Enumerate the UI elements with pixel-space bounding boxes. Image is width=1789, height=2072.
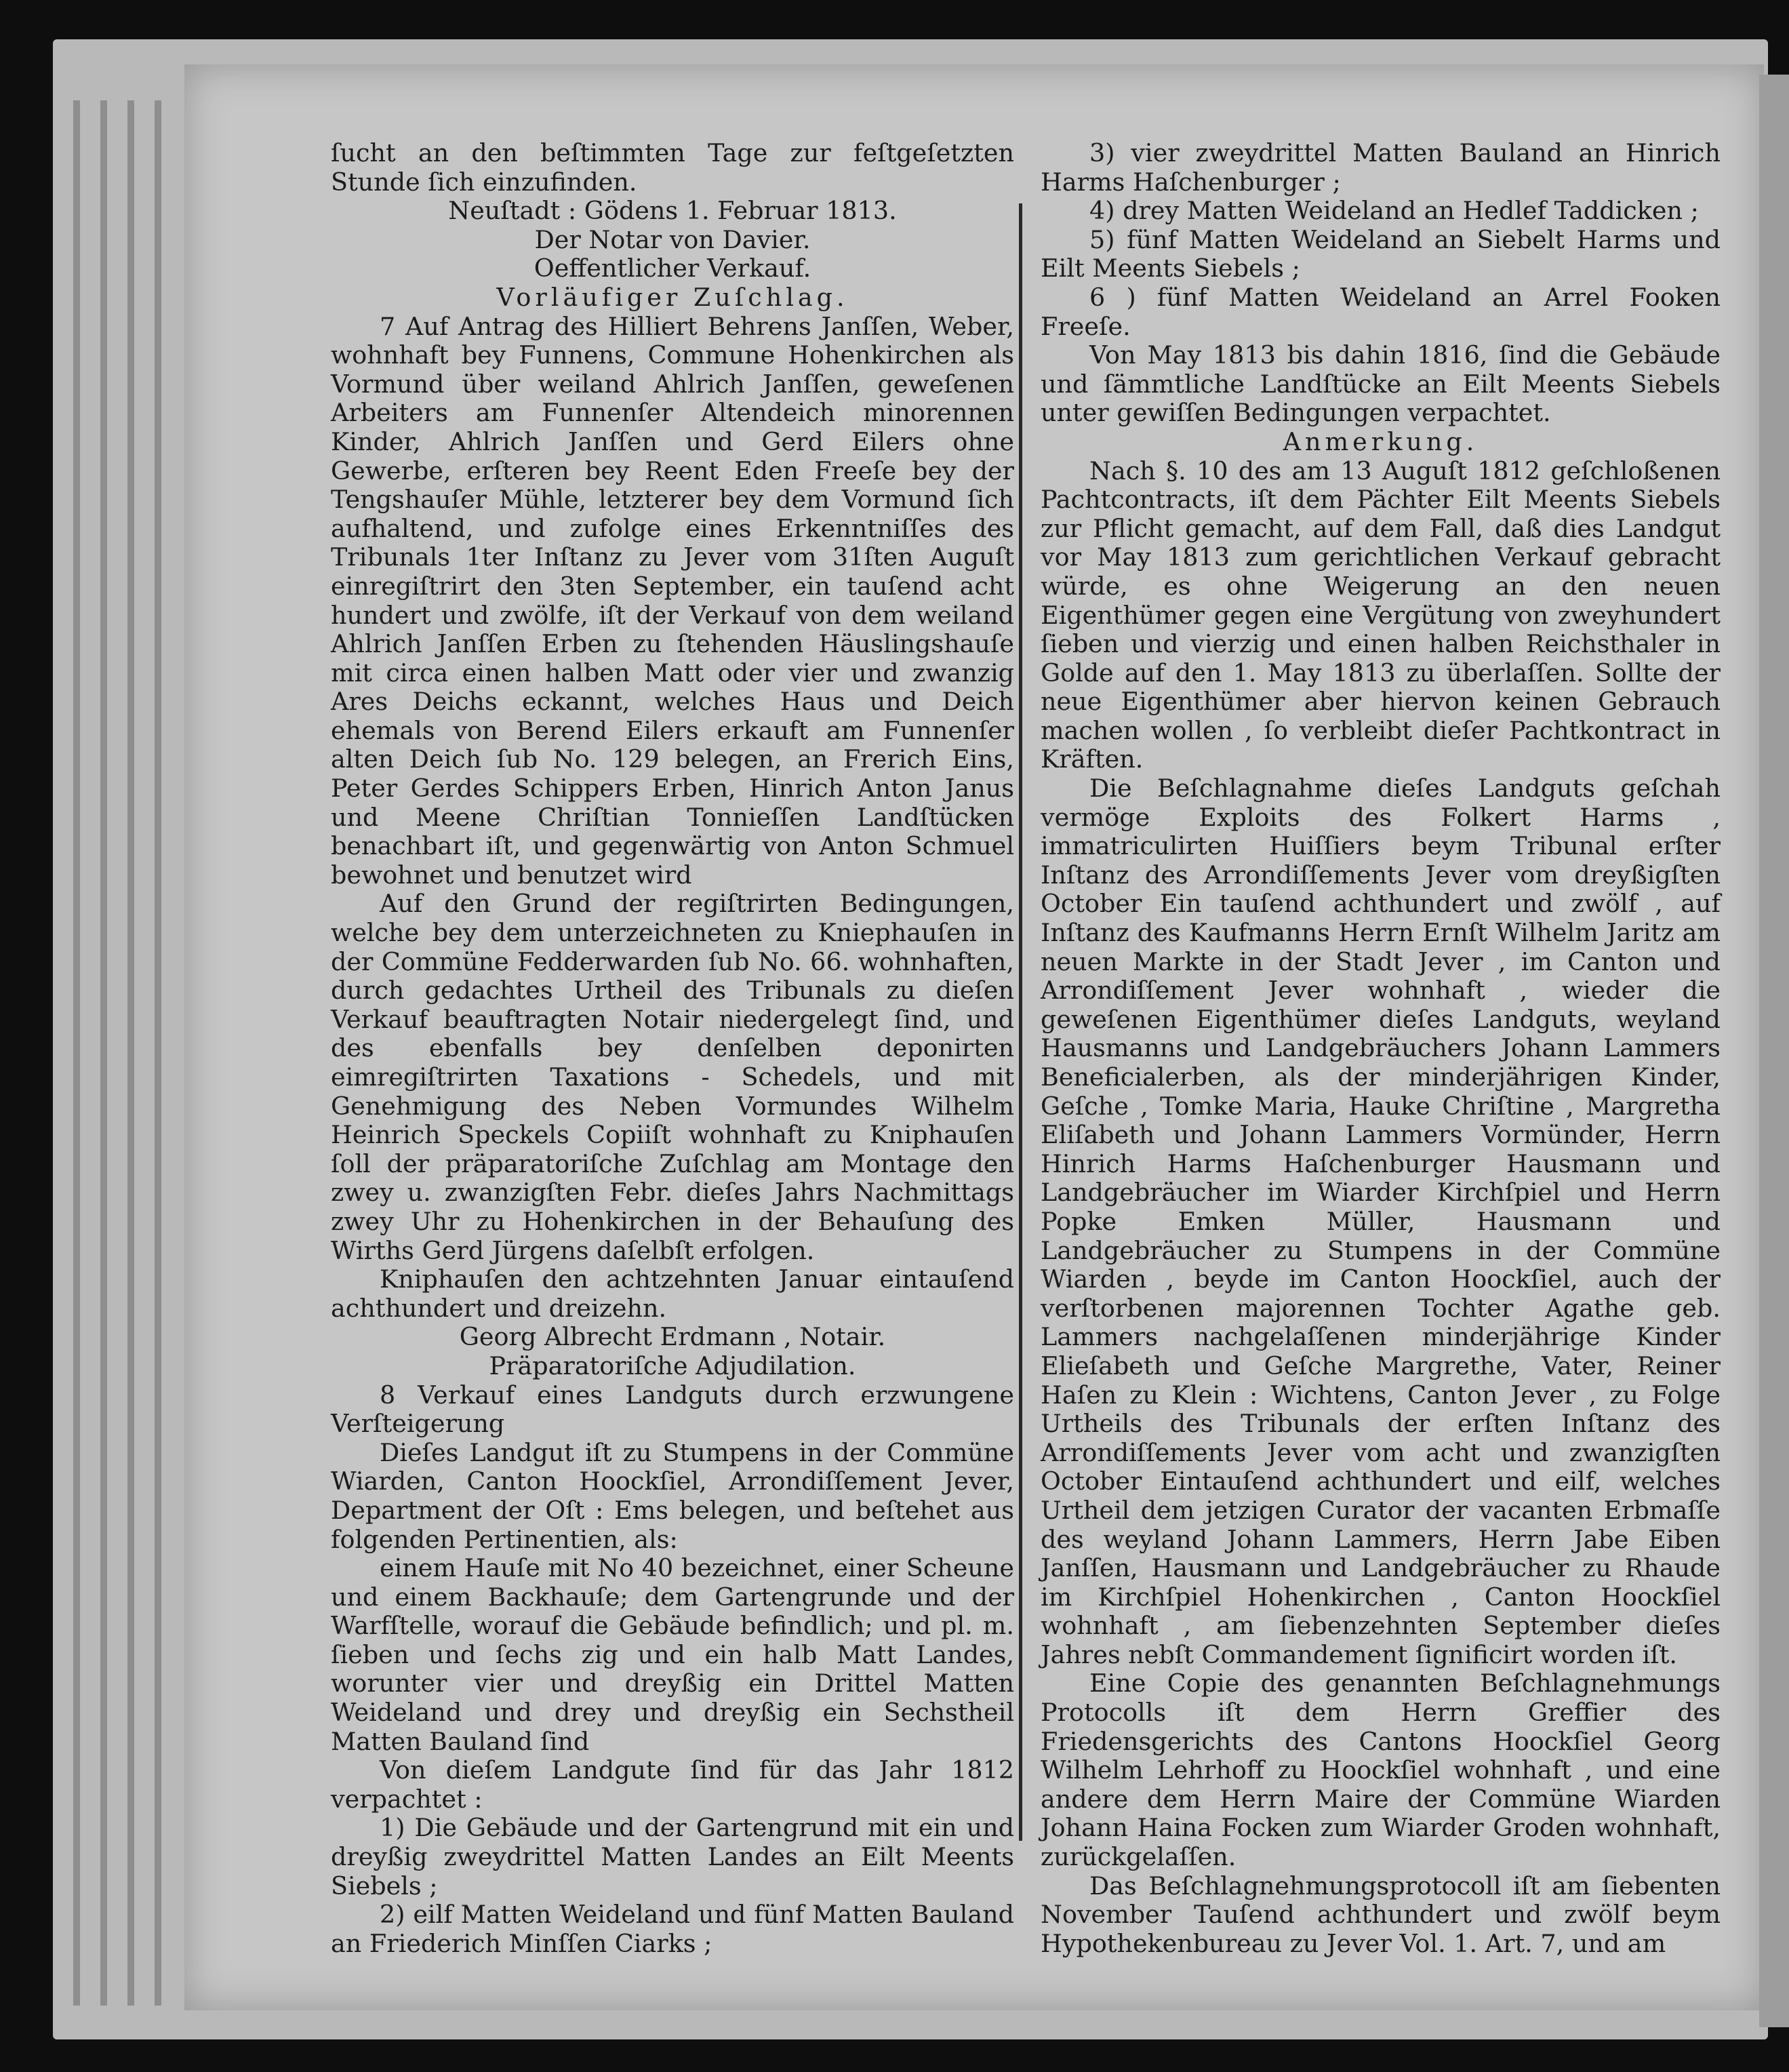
section-heading: Präparatoriſche Adjudilation. [489,1351,856,1380]
next-page-edge [1759,75,1789,2027]
column-divider [1019,203,1022,1841]
paragraph: Dieſes Landgut iſt zu Stumpens in der Commüne Wiarden, Canton Hoockſiel, Arrondiſſement Jever, Department der Oſt : Ems belegen, und beſtehet aus folgenden Pertinentien, als: [331,1437,1014,1554]
paragraph: Das Beſchlagnehmungsprotocoll iſt am ſiebenten November Tauſend achthundert und zwölf beym Hypothekenbureau zu Jever Vol. 1. Art. 7, und am [1041,1871,1721,1958]
paragraph: Der Notar von Davier. [534,224,811,254]
paragraph: 6 ) fünf Matten Weideland an Arrel Fooken Freeſe. [1041,282,1721,341]
signature-line: Georg Albrecht Erdmann , Notair. [459,1322,886,1352]
paragraph: Neuſtadt : Gödens 1. Februar 1813. [448,196,897,226]
page-edge [127,100,134,2006]
paragraph: einem Hauſe mit No 40 bezeichnet, einer Scheune und einem Backhauſe; dem Gartengrunde und der Warfſtelle, worauf die Gebäude befindlich; und pl. m. ſieben und ſechs zig und ein halb Matt Landes, worunter vier und dreyßig ein Drittel Matten Weideland und drey und dreyßig ein Sechstheil Matten Bauland ſind [331,1553,1014,1756]
page-edge [155,100,161,2006]
paragraph: 3) vier zweydrittel Matten Bauland an Hinrich Harms Haſchenburger ; [1041,138,1721,197]
page-edge [73,100,80,2006]
paragraph: Von dieſem Landgute ſind für das Jahr 1812 verpachtet : [331,1755,1014,1814]
paragraph: 2) eilf Matten Weideland und fünf Matten Bauland an Friederich Minſſen Ciarks ; [331,1900,1014,1958]
paragraph: Kniphauſen den achtzehnten Januar eintauſend achthundert und dreizehn. [331,1264,1014,1323]
paragraph: Nach §. 10 des am 13 Auguſt 1812 geſchloßenen Pachtcontracts, iſt dem Pächter Eilt Meents Siebels zur Pflicht gemacht, auf dem Fall, daß dies Landgut vor May 1813 zum gerichtlichen Verkauf gebracht würde, es ohne Weigerung an den neuen Eigenthümer gegen eine Vergütung von zweyhundert ſieben und vierzig und einen halben Reichsthaler in Golde auf den 1. May 1813 zu überlaſſen. Sollte der neue Eigenthümer aber hiervon keinen Gebrauch machen wollen , ſo verbleibt dieſer Pachtkontract in Kräften. [1041,456,1721,774]
paragraph: Von May 1813 bis dahin 1816, ſind die Gebäude und ſämmtliche Landſtücke an Eilt Meents Siebels unter gewiſſen Bedingungen verpachtet. [1041,340,1721,428]
paragraph: Eine Copie des genannten Beſchlagnehmungs Protocolls iſt dem Herrn Greffier des Friedensgerichts des Cantons Hoockſiel Georg Wilhelm Lehrhoff zu Hoockſiel wohnhaft , und eine andere dem Herrn Maire der Commüne Wiarden Johann Haina Focken zum Wiarder Groden wohnhaft, zurückgelaſſen. [1041,1669,1721,1872]
paragraph: 1) Die Gebäude und der Gartengrund mit ein und dreyßig zweydrittel Matten Landes an Eilt Meents Siebels ; [331,1813,1014,1900]
left-column [331,139,1014,1958]
paragraph: Auf den Grund der regiſtrirten Bedingungen, welche bey dem unterzeichneten zu Kniephauſen in der Commüne Fedderwarden ſub No. 66. wohnhaften, durch gedachtes Urtheil des Tribunals zu dieſen Verkauf beauftragten Notair niedergelegt ſind, und des ebenfalls bey denſelben deponirten eimregiſtrirten Taxations - Schedels, und mit Genehmigung des Neben Vormundes Wilhelm Heinrich Speckels Copiiſt wohnhaft zu Kniphauſen ſoll der präparatoriſche Zuſchlag am Montage den zwey u. zwanzigſten Febr. dieſes Jahrs Nachmittags zwey Uhr zu Hohenkirchen in der Behauſung des Wirths Gerd Jürgens daſelbſt erfolgen. [331,889,1014,1265]
right-column [1041,139,1721,1958]
paragraph: Die Beſchlagnahme dieſes Landguts geſchah vermöge Exploits des Folkert Harms , immatriculirten Huiſſiers beym Tribunal erſter Inſtanz des Arrondiſſements Jever vom dreyßigſten October Ein tauſend achthundert und zwölf , auf Inſtanz des Kaufmanns Herrn Ernſt Wilhelm Jaritz am neuen Markte in der Stadt Jever , im Canton und Arrondiſſement Jever wohnhaft , wieder die geweſenen Eigenthümer dieſes Landguts, weyland Hausmanns und Landgebräuchers Johann Lammers Beneficialerben, als der minderjährigen Kinder, Geſche , Tomke Maria, Hauke Chriſtine , Margretha Eliſabeth und Johann Lammers Vormünder, Herrn Hinrich Harms Haſchenburger Hausmann und Landgebräucher im Wiarder Kirchſpiel und Herrn Popke Emken Müller, Hausmann und Landgebräucher zu Stumpens in der Commüne Wiarden , beyde im Canton Hoockſiel, auch der verſtorbenen majorennen Tochter Agathe geb. Lammers nachgelaſſenen minderjährige Kinder Elieſabeth und Geſche Margrethe, Vater, Reiner Haſen zu Klein : Wichtens, Canton Jever , zu Folge Urtheils des Tribunals der erſten Inſtanz des Arrondiſſements Jever vom acht und zwanzigſten October Eintauſend achthundert und eilf, welches Urtheil dem jetzigen Curator der vacanten Erbmaſſe des weyland Johann Lammers, Herrn Jabe Eiben Janſſen, Hausmann und Landgebräucher zu Rhaude im Kirchſpiel Hohenkirchen , Canton Hoockſiel wohnhaft , am ſiebenzehnten September dieſes Jahres nebſt Commandement ſignificirt worden iſt. [1041,774,1721,1669]
paragraph: 8 Verkauf eines Landguts durch erzwungene Verſteigerung [331,1380,1014,1439]
page-edge [100,100,107,2006]
paragraph: 5) fünf Matten Weideland an Siebelt Harms und Eilt Meents Siebels ; [1041,224,1721,283]
paragraph: Oeffentlicher Verkauf. [534,254,811,283]
paragraph: 7 Auf Antrag des Hilliert Behrens Janſſen, Weber, wohnhaft bey Funnens, Commune Hohenkirchen als Vormund über weiland Ahlrich Janſſen, geweſenen Arbeiters am Funnenſer Altendeich minorennen Kinder, Ahlrich Janſſen und Gerd Eilers ohne Gewerbe, erſteren bey Reent Eden Freeſe bey der Tengshauſer Mühle, letzterer bey dem Vormund ſich aufhaltend, und zufolge eines Erkenntniſſes des Tribunals 1ter Inſtanz zu Jever vom 31ſten Auguſt einregiſtrirt den 3ten September, ein tauſend acht hundert und zwölfe, iſt der Verkauf von dem weiland Ahlrich Janſſen Erben zu ſtehenden Häuslingshauſe mit circa einen halben Matt oder vier und zwanzig Ares Deichs eckannt, welches Haus und Deich ehemals von Berend Eilers erkauft am Funnenſer alten Deich ſub No. 129 belegen, an Frerich Eins, Peter Gerdes Schippers Erben, Hinrich Anton Janus und Meene Chriſtian Tonnieſſen Landſtücken benachbart iſt, und gegenwärtig von Anton Schmuel bewohnet und benutzet wird [331,311,1014,890]
section-heading: Anmerkung. [1283,426,1479,456]
paragraph: ſucht an den beſtimmten Tage zur feſtgeſetzten Stunde ſich einzufinden. [331,138,1014,197]
paragraph: 4) drey Matten Weideland an Hedlef Taddicken ; [1089,196,1699,226]
section-heading: Vorläufiger Zuſchlag. [496,282,849,312]
